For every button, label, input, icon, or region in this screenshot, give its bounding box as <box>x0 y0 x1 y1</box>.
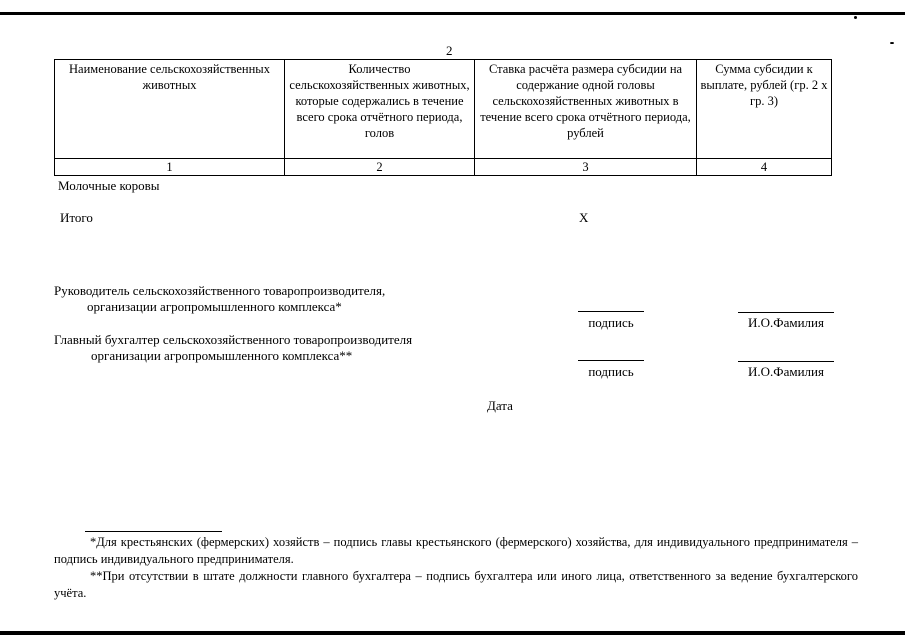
head-name-caption: И.О.Фамилия <box>748 315 824 330</box>
head-title-line1: Руководитель сельскохозяйственного товаропроизводителя, <box>54 283 386 298</box>
column-number: 4 <box>697 159 832 176</box>
accountant-name-line <box>738 361 834 362</box>
table-header-row <box>55 60 832 159</box>
row-label-total: Итого <box>60 210 93 225</box>
footnote-two: **При отсутствии в штате должности главного бухгалтера – подпись бухгалтера или иного лица, ответственного за ведение бухгалтерского учёта. <box>54 569 858 600</box>
total-x-mark: Х <box>579 210 589 225</box>
accountant-title-line2: организации агропромышленного комплекса** <box>91 348 353 363</box>
head-title-line2: организации агропромышленного комплекса* <box>87 299 342 314</box>
head-signature-caption: подпись <box>588 315 634 330</box>
scan-speck <box>854 16 857 19</box>
column-number: 1 <box>55 159 285 176</box>
accountant-name-caption: И.О.Фамилия <box>748 364 824 379</box>
accountant-signature-line <box>578 360 644 361</box>
bottom-border-line <box>0 631 905 635</box>
head-signature-line <box>578 311 644 312</box>
accountant-title-line1: Главный бухгалтер сельскохозяйственного товаропроизводителя <box>54 332 413 347</box>
date-label: Дата <box>487 398 513 413</box>
column-number: 3 <box>475 159 697 176</box>
page-number: 2 <box>446 43 453 58</box>
column-number: 2 <box>285 159 475 176</box>
header-rate: Ставка расчёта размера субсидии на содержание одной головы сельскохозяйственных животных в течение всего срока отчётного периода, рублей <box>475 60 697 159</box>
column-number-row <box>55 159 832 176</box>
row-label-dairy-cows: Молочные коровы <box>58 178 160 193</box>
scan-speck <box>890 42 894 44</box>
footnote-one: *Для крестьянских (фермерских) хозяйств – подпись главы крестьянского (фермерского) хозяйства, для индивидуального предпринимателя – подпись индивидуального предпринимателя. <box>54 535 858 566</box>
head-name-line <box>738 312 834 313</box>
footnote-separator <box>85 531 222 532</box>
header-animal-count: Количество сельскохозяйственных животных, которые содержались в течение всего срока отчётного периода, голов <box>285 60 475 159</box>
header-subsidy-sum: Сумма субсидии к выплате, рублей (гр. 2 х гр. 3) <box>697 60 832 159</box>
accountant-signature-caption: подпись <box>588 364 634 379</box>
header-animal-name: Наименование сельскохозяйственных животных <box>55 60 285 159</box>
top-border-line <box>0 12 905 15</box>
subsidy-table <box>54 59 832 176</box>
